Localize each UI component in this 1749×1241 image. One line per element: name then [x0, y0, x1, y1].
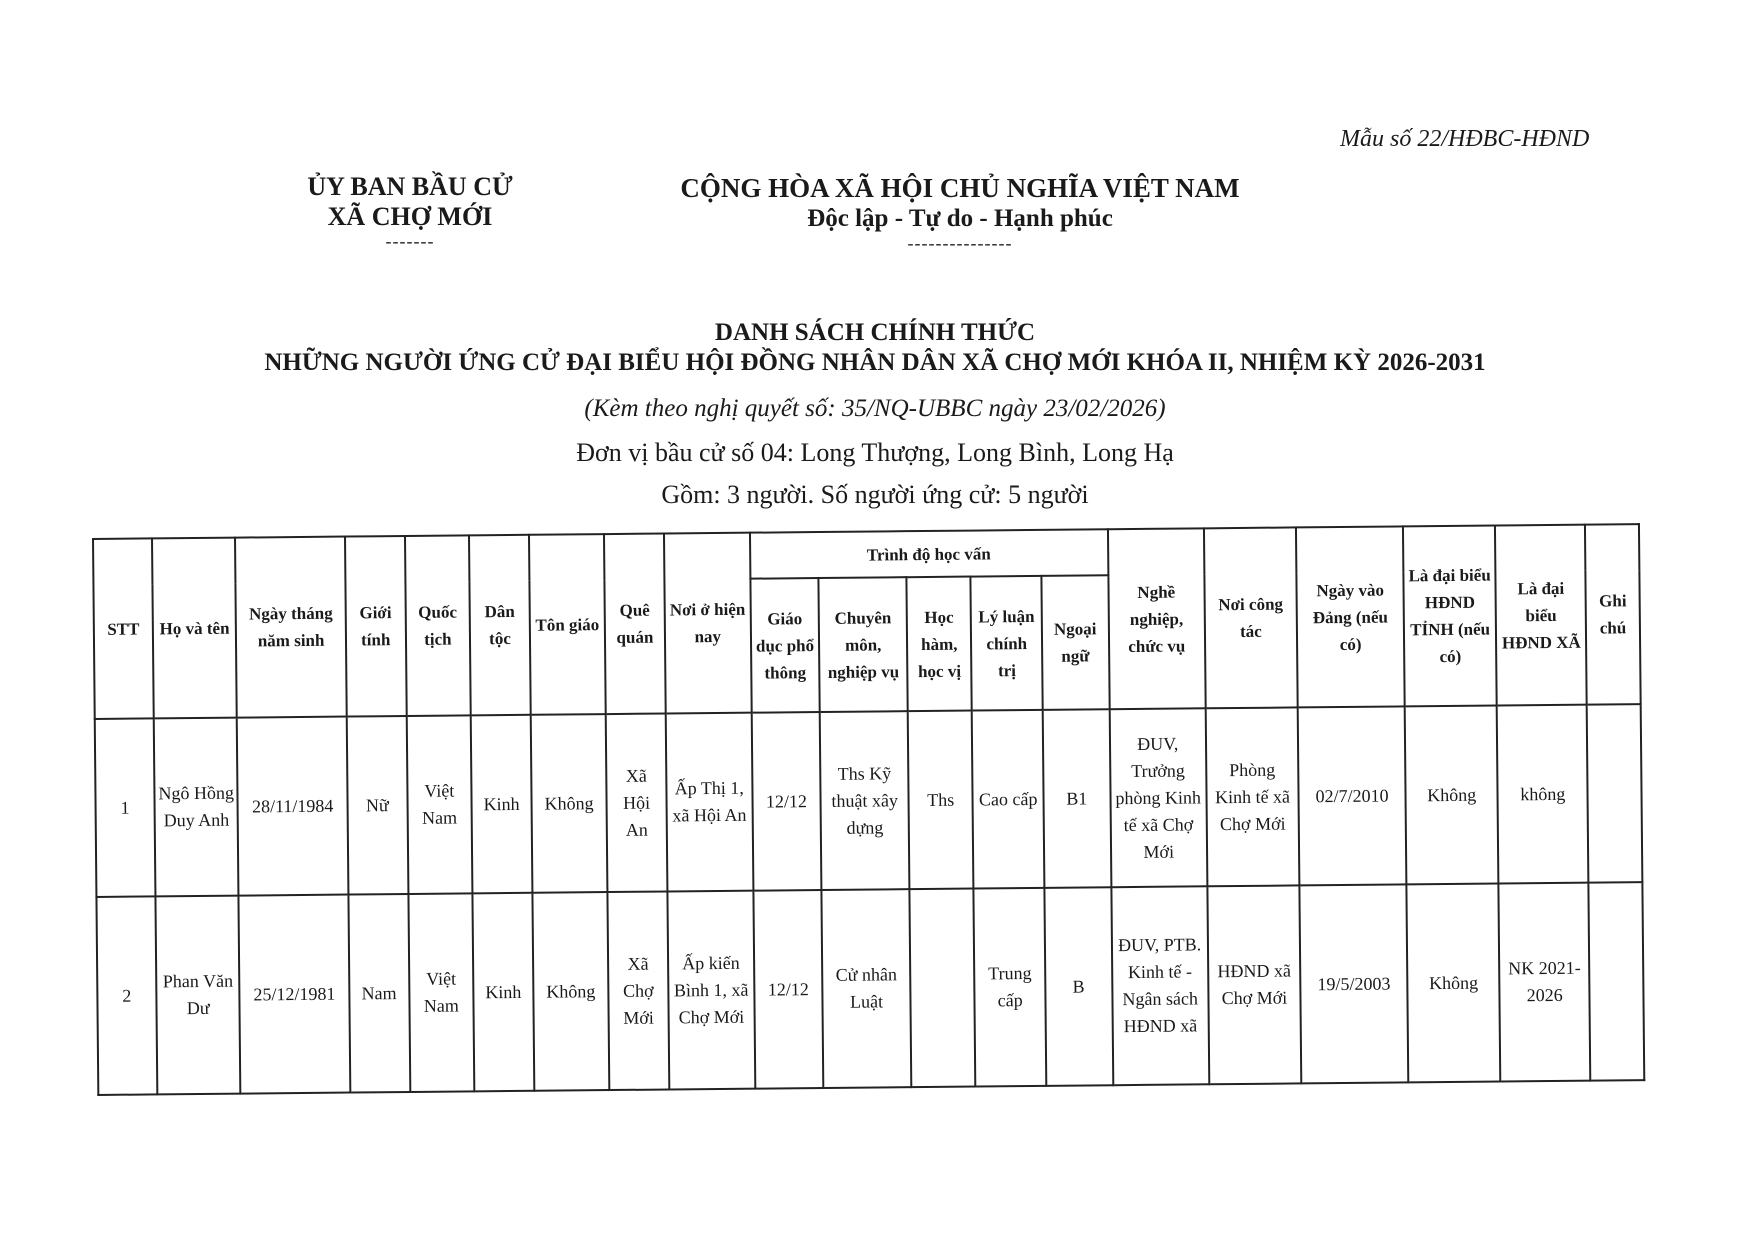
cell-note [1589, 882, 1645, 1081]
cell-occupation: ĐUV, PTB. Kinh tế - Ngân sách HĐND xã [1111, 886, 1209, 1085]
col-prov-delegate: Là đại biểu HĐND TỈNH (nếu có) [1403, 526, 1497, 707]
cell-language: B1 [1043, 709, 1111, 888]
cell-commune-delegate: NK 2021-2026 [1499, 883, 1591, 1082]
header-row-1 [93, 524, 1639, 585]
cell-prov-delegate: Không [1405, 706, 1499, 885]
col-hometown: Quê quán [604, 534, 666, 715]
cell-note [1587, 704, 1642, 883]
col-religion: Tôn giáo [529, 534, 606, 715]
col-education-group: Trình độ học vấn [750, 529, 1108, 578]
issuing-authority [250, 172, 570, 250]
col-nationality: Quốc tịch [405, 535, 471, 716]
cell-workplace: Phòng Kinh tế xã Chợ Mới [1206, 707, 1300, 886]
cell-general-edu: 12/12 [753, 890, 823, 1089]
table-row [95, 704, 1643, 897]
cell-party-date: 02/7/2010 [1298, 706, 1407, 885]
col-commune-delegate: Là đại biểu HĐND XÃ [1495, 525, 1587, 706]
cell-hometown: Xã Hội An [606, 714, 668, 893]
cell-dob: 25/12/1981 [239, 895, 350, 1094]
cell-name: Ngô Hồng Duy Anh [154, 718, 239, 897]
col-politics: Lý luận chính trị [971, 576, 1043, 711]
col-residence: Nơi ở hiện nay [664, 533, 751, 714]
col-party-date: Ngày vào Đảng (nếu có) [1296, 526, 1405, 707]
cell-workplace: HĐND xã Chợ Mới [1207, 885, 1301, 1084]
document-title-block [100, 318, 1650, 512]
cell-residence: Ấp kiến Bình 1, xã Chợ Mới [667, 891, 755, 1090]
col-ethnicity: Dân tộc [469, 535, 531, 716]
col-note: Ghi chú [1585, 524, 1640, 705]
candidate-count: Gồm: 3 người. Số người ứng cử: 5 người [661, 480, 1089, 509]
cell-party-date: 19/5/2003 [1299, 884, 1408, 1083]
cell-gender: Nữ [346, 716, 408, 895]
table-row [96, 882, 1644, 1095]
cell-nationality: Việt Nam [408, 893, 474, 1092]
authority-line2: XÃ CHỢ MỚI [327, 202, 493, 231]
cell-residence: Ấp Thị 1, xã Hội An [666, 713, 753, 892]
authority-rule: ------- [385, 231, 435, 251]
cell-religion: Không [531, 714, 608, 893]
attachment-note: (Kèm theo nghị quyết số: 35/NQ-UBBC ngày 23/02/2026) [584, 395, 1166, 422]
cell-ethnicity: Kinh [471, 715, 533, 894]
cell-gender: Nam [348, 894, 410, 1093]
col-dob: Ngày tháng năm sinh [235, 537, 346, 718]
col-specialty: Chuyên môn, nghiệp vụ [819, 577, 908, 712]
cell-politics: Trung cấp [974, 888, 1047, 1087]
col-degree: Học hàm, học vị [906, 577, 972, 712]
cell-occupation: ĐUV, Trưởng phòng Kinh tế xã Chợ Mới [1109, 708, 1207, 887]
form-number: Mẫu số 22/HĐBC-HĐND [1340, 126, 1590, 152]
cell-prov-delegate: Không [1407, 884, 1501, 1083]
cell-ethnicity: Kinh [472, 893, 534, 1092]
candidate-table [92, 523, 1645, 1096]
cell-degree [909, 889, 975, 1088]
col-occupation: Nghề nghiệp, chức vụ [1107, 528, 1205, 709]
electoral-unit: Đơn vị bầu cử số 04: Long Thượng, Long Bình, Long Hạ [576, 438, 1174, 467]
cell-dob: 28/11/1984 [237, 717, 348, 896]
cell-hometown: Xã Chợ Mới [607, 891, 669, 1090]
cell-commune-delegate: không [1497, 705, 1589, 884]
cell-politics: Cao cấp [972, 710, 1044, 889]
col-workplace: Nơi công tác [1204, 527, 1298, 708]
col-stt: STT [93, 538, 154, 719]
cell-degree: Ths [908, 711, 974, 890]
document-title: DANH SÁCH CHÍNH THỨC [714, 319, 1036, 346]
national-header [640, 172, 1280, 252]
cell-specialty: Cử nhân Luật [822, 889, 912, 1088]
authority-line1: ỦY BAN BẦU CỬ [307, 172, 513, 201]
cell-general-edu: 12/12 [751, 712, 821, 891]
cell-specialty: Ths Kỹ thuật xây dựng [820, 711, 910, 890]
document-subtitle: NHỮNG NGƯỜI ỨNG CỬ ĐẠI BIỂU HỘI ĐỒNG NHÂN DÂN XÃ CHỢ MỚI KHÓA II, NHIỆM KỲ 2026-2031 [264, 349, 1486, 376]
cell-nationality: Việt Nam [406, 715, 472, 894]
col-language: Ngoại ngữ [1041, 575, 1109, 710]
cell-religion: Không [532, 892, 609, 1091]
cell-language: B [1044, 887, 1112, 1086]
cell-stt: 2 [96, 896, 157, 1095]
col-gender: Giới tính [345, 536, 407, 717]
col-name: Họ và tên [152, 538, 237, 719]
country-name: CỘNG HÒA XÃ HỘI CHỦ NGHĨA VIỆT NAM [680, 173, 1240, 203]
motto-rule: --------------- [907, 233, 1013, 253]
cell-stt: 1 [95, 718, 156, 897]
cell-name: Phan Văn Dư [155, 896, 240, 1095]
col-general-edu: Giáo dục phổ thông [750, 578, 820, 713]
national-motto: Độc lập - Tự do - Hạnh phúc [807, 205, 1113, 232]
